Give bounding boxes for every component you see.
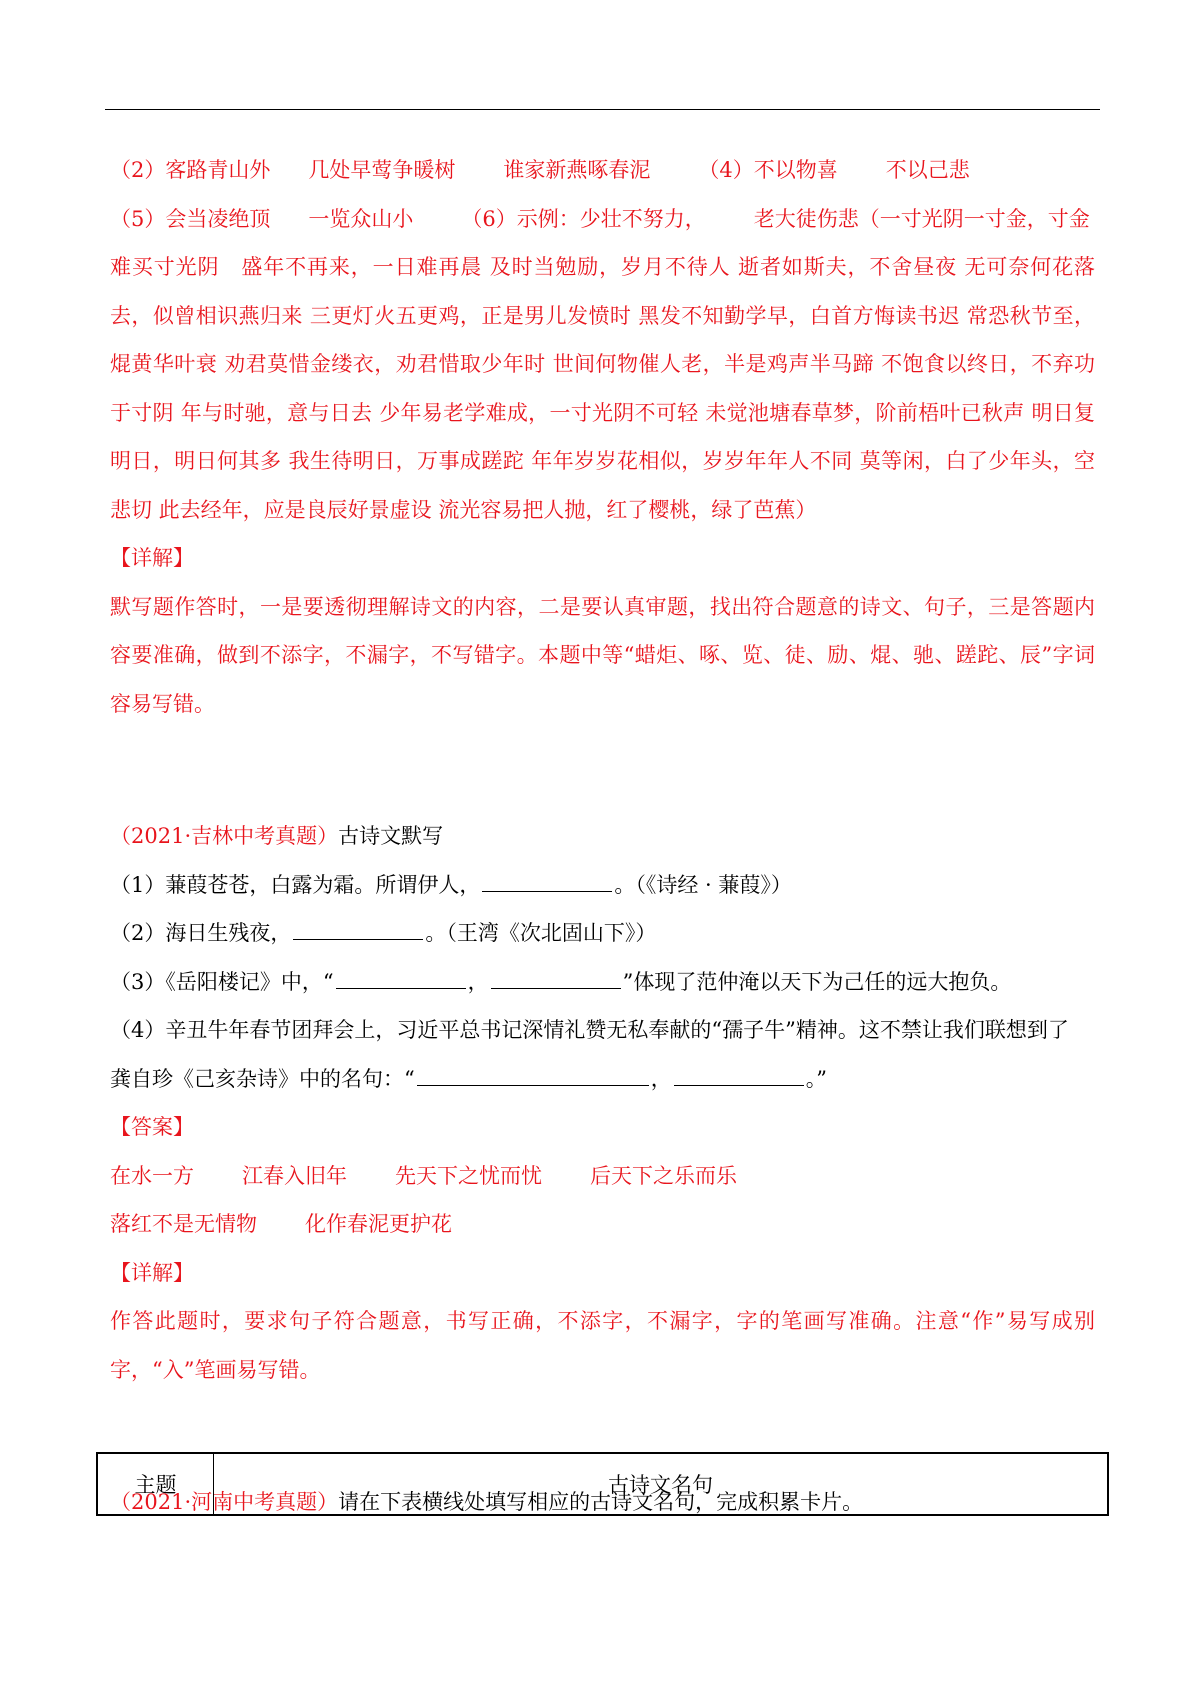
answer-item: 一览众山小 [308,206,414,231]
answer-item: 落红不是无情物 [110,1212,257,1236]
answer-item: （5）会当凌绝顶 [110,206,271,231]
content [110,146,1095,1527]
question-4-line-2 [110,1055,1095,1104]
question-text: 龚自珍《己亥杂诗》中的名句：“ [110,1066,415,1091]
answer-item: 老大徒伤悲（一寸光阴一寸金，寸金 [753,206,1090,231]
answers-line-2 [110,1200,1095,1249]
question-title: 古诗文默写 [338,824,444,848]
accumulation-card-table [96,1452,1109,1516]
blank-line [293,917,423,940]
detail-text: 默写题作答时，一是要透彻理解诗文的内容，二是要认真审题，找出符合题意的诗文、句子，三是答题内容要准确，做到不添字，不漏字，不写错字。本题中等“蜡炬、啄、览、徒、励、焜、驰、蹉跎、辰”字词容易写错。 [110,594,1095,716]
header-rule [105,109,1100,110]
question-text: 。” [805,1066,827,1091]
question-text: ， [650,1066,672,1091]
question-text: ， [467,969,489,994]
answer-item: （2）客路青山外 [110,158,271,182]
question-4-line-1: （4）辛丑牛年春节团拜会上，习近平总书记深情礼赞无私奉献的“孺子牛”精神。这不禁让我们联想到了 [110,1018,1069,1042]
question-text: 。（《诗经 · 蒹葭》） [614,872,792,897]
blank-line [336,966,466,989]
answer-line-1 [110,146,1095,195]
table-header-quotes: 古诗文名句 [608,1473,713,1497]
answer-item: 江春入旧年 [242,1163,347,1188]
question-text: 。（王湾《次北固山下》） [425,921,657,945]
question-text: ”体现了范仲淹以天下为己任的远大抱负。 [622,969,1012,994]
answer-line-2 [110,195,1095,244]
answer-item: 先天下之忧而忧 [395,1163,542,1188]
question-text: （3）《岳阳楼记》中，“ [110,969,334,994]
blank-line [491,966,621,989]
question-3 [110,958,1095,1007]
example-text: 难买寸光阴 盛年不再来，一日难再晨 及时当勉励，岁月不待人 逝者如斯夫，不舍昼夜 无可奈何花落去，似曾相识燕归来 三更灯火五更鸡，正是男儿发愤时 黑发不知勤学早，白首方悔读书迟 常恐秋节至，焜黄华叶衰 劝君莫惜金缕衣，劝君惜取少年时 世间何物催人老，半是鸡声半马蹄 不饱食以终日，不弃功于寸阴 年与时驰，意与日去 少年易老学难成，一寸光阴不可轻 未觉池塘春草梦，阶前梧叶已秋声 明日复明日，明日何其多 我生待明日，万事成蹉跎 年年岁岁花相似，岁岁年年人不同 莫等闲，白了少年头，空悲切 此去经年，应是良辰好景虚设 流光容易把人抛，红了樱桃，绿了芭蕉） [110,255,1095,522]
blank-line [674,1063,804,1086]
question-title: 请在下表横线处填写相应的古诗文名句，完成积累卡片。 [338,1490,864,1514]
question-text: （1）蒹葭苍苍，白露为霜。所谓伊人， [110,872,481,897]
question-1 [110,861,1095,910]
question-text: （2）海日生残夜， [110,921,292,945]
table-header-topic: 主题 [98,1454,214,1514]
answers-line-1 [110,1152,1095,1201]
answer-item: 几处早莺争暖树 [308,158,456,182]
answer-item: （4）不以物喜 [698,158,838,182]
answer-item: 后天下之乐而乐 [590,1163,737,1188]
question-2 [110,909,1095,958]
answer-label: 【答案】 [110,1115,194,1139]
answer-item: 谁家新燕啄春泥 [503,158,651,182]
detail-label: 【详解】 [110,546,194,570]
detail-text: 作答此题时，要求句子符合题意，书写正确，不添字，不漏字，字的笔画写准确。注意“作”易写成别字，“入”笔画易写错。 [110,1309,1095,1382]
detail-label: 【详解】 [110,1260,194,1285]
blank-line [417,1063,649,1086]
question-heading [110,812,1095,861]
answer-item: 化作春泥更护花 [305,1212,452,1236]
answer-item: 不以己悲 [885,158,970,182]
question-source: （2021·吉林中考真题） [110,824,339,848]
question-source: （2021·河南中考真题） [110,1490,339,1514]
answer-item: 在水一方 [110,1163,194,1188]
blank-line [482,869,612,892]
answer-item: （6）示例：少壮不努力， [461,206,706,231]
